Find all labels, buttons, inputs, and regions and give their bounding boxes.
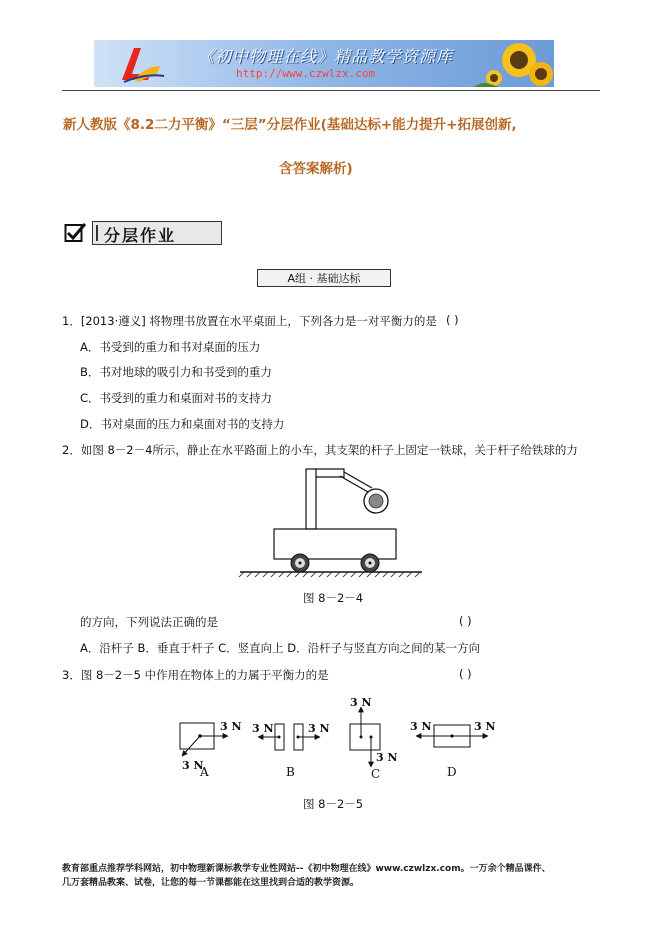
figure-8-2-5-caption: 图 8－2－5 bbox=[303, 797, 364, 811]
figure-8-2-4-caption: 图 8－2－4 bbox=[303, 591, 364, 605]
page-footer bbox=[62, 862, 602, 890]
panel-label-a: A bbox=[200, 765, 209, 779]
force-label-d2: 3 N bbox=[474, 720, 496, 733]
force-label-a2: 3 N bbox=[182, 759, 204, 772]
question-3-answer-paren: ( ) bbox=[459, 667, 472, 681]
banner-url[interactable]: http://www.czwlzx.com bbox=[236, 67, 376, 80]
cart-wheels bbox=[291, 554, 379, 572]
panel-label-c: C bbox=[371, 767, 381, 781]
panel-label-d: D bbox=[447, 765, 457, 779]
cart-body bbox=[274, 529, 396, 559]
section-accent-bar bbox=[96, 225, 98, 241]
question-2-options: A．沿杆子 B．垂直于杆子 C．竖直向上 D．沿杆子与竖直方向之间的某一方向 bbox=[80, 641, 481, 655]
force-label-b1: 3 N bbox=[252, 722, 274, 735]
force-label-d1: 3 N bbox=[410, 720, 432, 733]
header-banner bbox=[94, 40, 554, 87]
force-label-c2: 3 N bbox=[376, 751, 398, 764]
footer-line2: 几万套精品教案、试卷，让您的每一节课都能在这里找到合适的教学资源。 bbox=[62, 878, 360, 888]
section-label: 分层作业 bbox=[104, 226, 177, 245]
question-1-option-c: C．书受到的重力和桌面对书的支持力 bbox=[80, 391, 273, 405]
force-label-a1: 3 N bbox=[220, 720, 242, 733]
document-title-line1: 新人教版《8.2二力平衡》“三层”分层作业(基础达标+能力提升+拓展创新, bbox=[63, 117, 517, 133]
question-1-answer-paren: ( ) bbox=[446, 313, 459, 327]
figure-8-2-5-force-diagrams bbox=[170, 694, 500, 784]
figure-8-2-4-cart-diagram bbox=[236, 464, 426, 578]
force-label-b2: 3 N bbox=[308, 722, 330, 735]
checkbox-check-icon bbox=[64, 221, 88, 245]
force-label-c1: 3 N bbox=[350, 696, 372, 709]
question-1-option-b: B．书对地球的吸引力和书受到的重力 bbox=[80, 365, 272, 379]
panel-label-b: B bbox=[286, 765, 295, 779]
force-panel-b bbox=[252, 722, 330, 779]
question-2-continuation: 的方向，下列说法正确的是 bbox=[80, 615, 218, 629]
question-3-stem: 3．图 8－2－5 中作用在物体上的力属于平衡力的是 bbox=[62, 668, 329, 682]
question-1-option-d: D．书对桌面的压力和桌面对书的支持力 bbox=[80, 417, 285, 431]
force-panel-a bbox=[180, 720, 242, 779]
document-title-line2: 含答案解析) bbox=[279, 161, 353, 177]
question-1-stem: 1．[2013·遵义] 将物理书放置在水平桌面上，下列各力是一对平衡力的是 bbox=[62, 314, 437, 328]
question-2-answer-paren: ( ) bbox=[459, 614, 472, 628]
banner-title: 《初中物理在线》精品教学资源库 bbox=[198, 47, 454, 66]
group-label: A组 · 基础达标 bbox=[287, 272, 361, 285]
cart-post bbox=[306, 469, 316, 529]
header-divider bbox=[62, 90, 600, 91]
cart-arm bbox=[316, 469, 344, 477]
question-1-option-a: A．书受到的重力和书对桌面的压力 bbox=[80, 340, 261, 354]
force-panel-d bbox=[410, 720, 496, 779]
question-2-stem: 2．如图 8－2－4所示，静止在水平路面上的小车，其支架的杆子上固定一铁球，关于杆子给铁球的力 bbox=[62, 443, 578, 457]
force-panel-c bbox=[350, 696, 398, 781]
footer-line1: 教育部重点推荐学科网站，初中物理新课标教学专业性网站--《初中物理在线》www.czwlzx.com。一万余个精品课件、 bbox=[62, 864, 551, 874]
